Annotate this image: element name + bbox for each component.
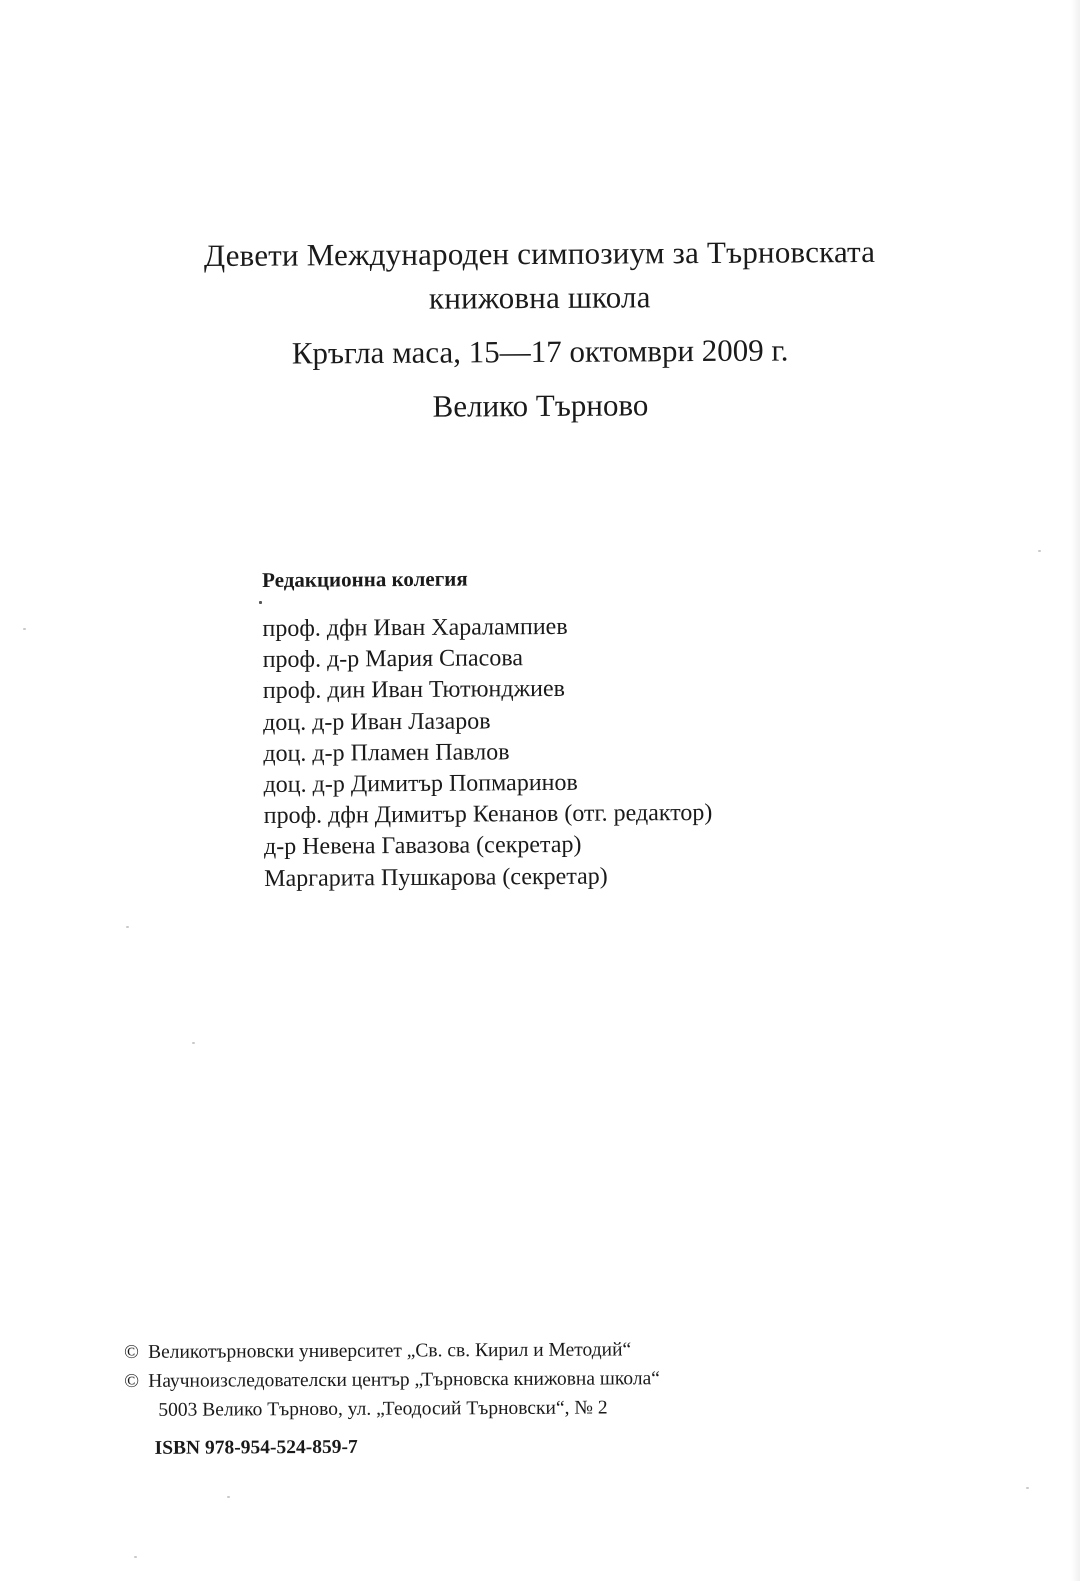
- copyright-holder-research-center: Научноизследователски център „Търновска книжовна школа“: [148, 1368, 660, 1392]
- board-member: проф. д-р Мария Спасова: [262, 645, 524, 674]
- scan-speck: [1026, 1487, 1029, 1489]
- publisher-address: 5003 Велико Търново, ул. „Теодосий Търновски“, № 2: [158, 1397, 608, 1421]
- copyright-holder-university: Великотърновски университет „Св. св. Кирил и Методий“: [148, 1339, 632, 1363]
- scan-speck: [227, 1496, 230, 1498]
- event-date-line: Кръгла маса, 15—17 октомври 2009 г.: [291, 332, 789, 371]
- copyright-symbol: ©: [124, 1370, 140, 1392]
- scan-speck: [1038, 550, 1041, 552]
- symposium-title-line-2: книжовна школа: [428, 279, 651, 316]
- board-member: проф. дфн Иван Харалампиев: [262, 613, 568, 642]
- copyright-line-research-center: [124, 1364, 660, 1396]
- scan-speck: [134, 1556, 137, 1558]
- copyright-symbol: ©: [124, 1341, 139, 1363]
- scan-speck: [192, 1042, 195, 1044]
- scan-speck: [126, 926, 129, 928]
- board-member: проф. дин Иван Тютюнджиев: [262, 676, 566, 705]
- event-city-line: Велико Търново: [432, 387, 649, 424]
- scan-speck: [259, 601, 262, 604]
- board-member: д-р Невена Гавазова (секретар): [263, 832, 582, 861]
- board-member: доц. д-р Пламен Павлов: [263, 739, 510, 767]
- board-member: Маргарита Пушкарова (секретар): [264, 863, 608, 892]
- imprint-footer: [124, 1335, 660, 1463]
- copyright-line-university: [124, 1335, 660, 1367]
- isbn-number: ISBN 978-954-524-859-7: [154, 1436, 358, 1459]
- board-member: доц. д-р Димитър Попмаринов: [263, 769, 578, 799]
- board-member: проф. дфн Димитър Кенанов (отг. редактор): [263, 800, 713, 830]
- editorial-board-heading: Редакционна колегия: [262, 566, 468, 592]
- symposium-title-block: [0, 229, 1080, 432]
- symposium-title-line-1: Девети Международен симпозиум за Търновската: [203, 233, 876, 274]
- editorial-board-list: [262, 611, 713, 895]
- board-member: доц. д-р Иван Лазаров: [263, 708, 491, 736]
- editorial-board: [262, 563, 713, 895]
- scan-speck: [23, 628, 26, 630]
